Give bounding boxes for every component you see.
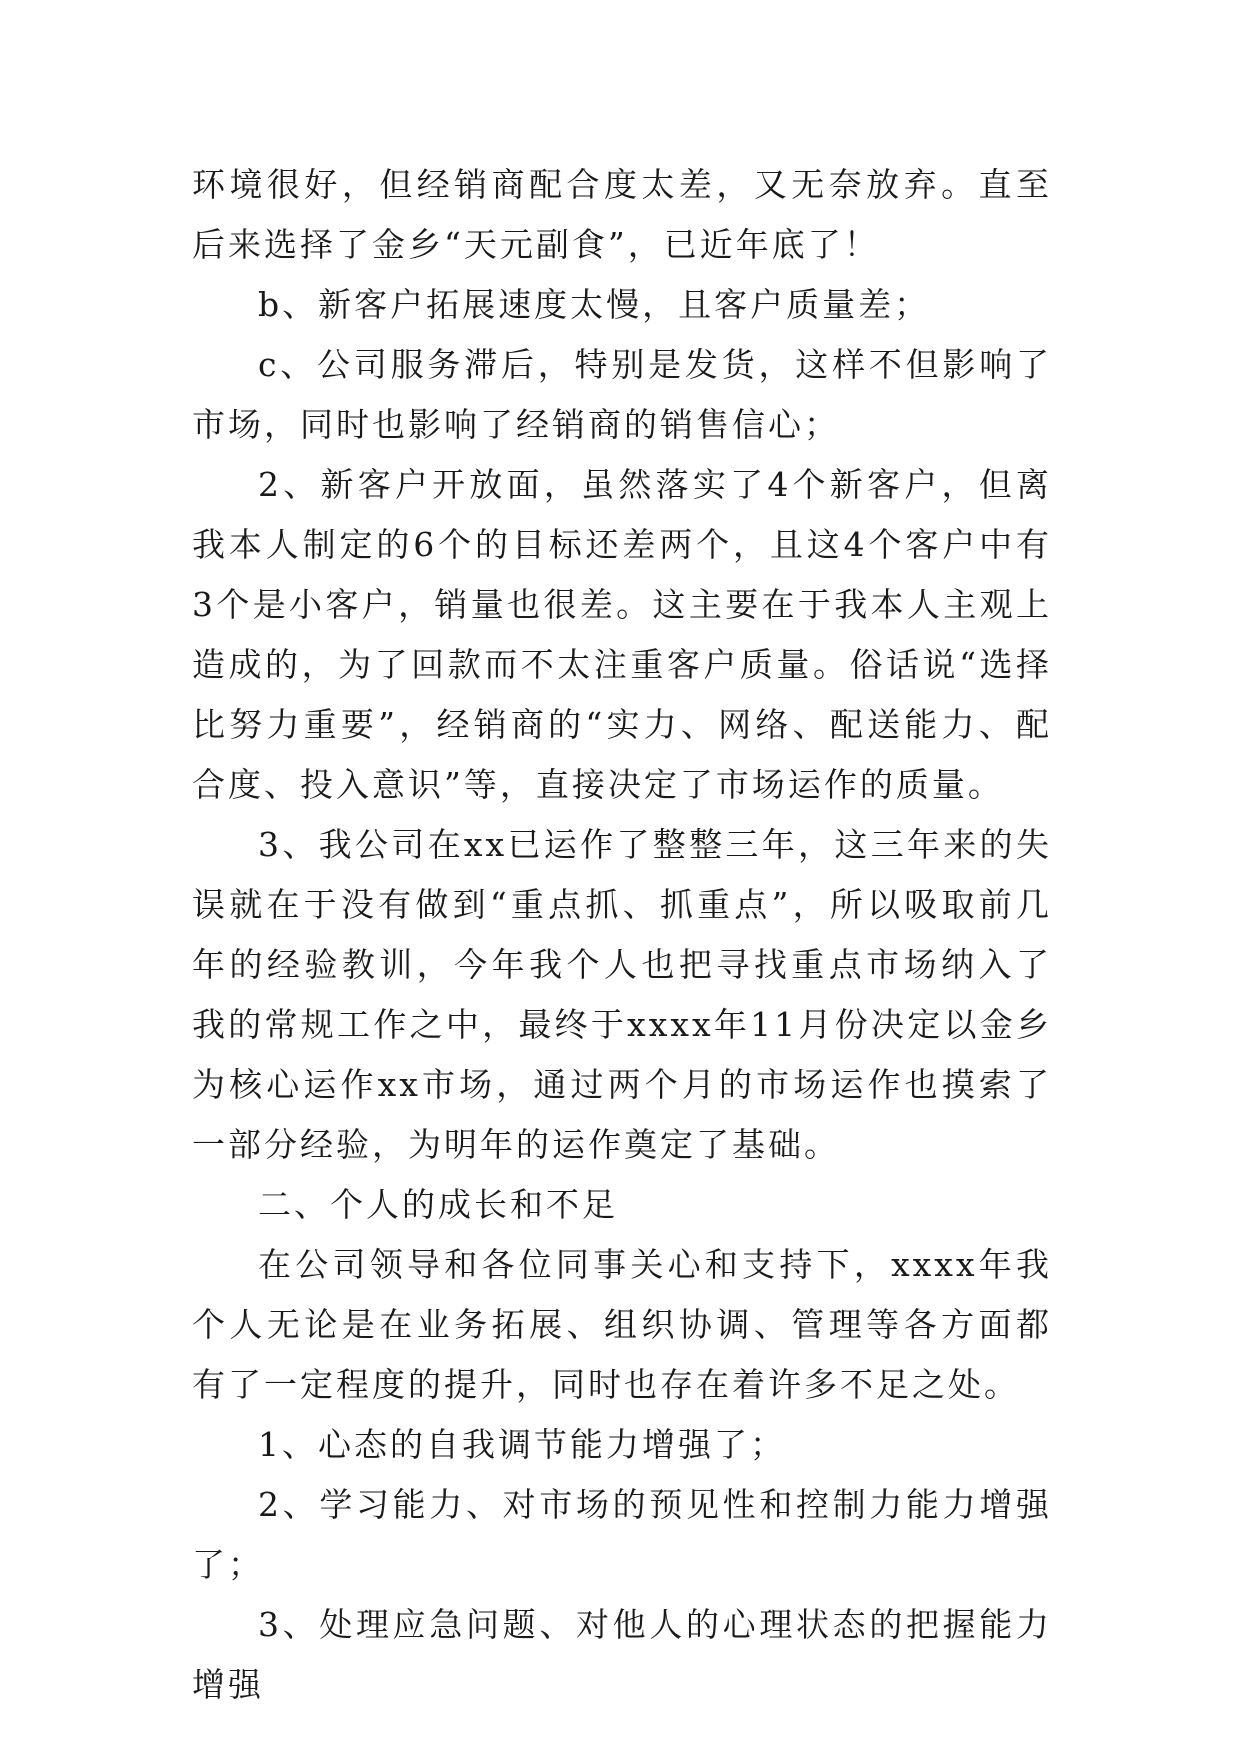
paragraph-continuation: 环境很好，但经销商配合度太差，又无奈放弃。直至后来选择了金乡“天元副食”，已近年底了！ <box>192 165 1052 264</box>
paragraph-growth-intro: 在公司领导和各位同事关心和支持下，xxxx年我个人无论是在业务拓展、组织协调、管理等各方面都有了一定程度的提升，同时也存在着许多不足之处。 <box>192 1245 1052 1404</box>
paragraph-point-b: b、新客户拓展速度太慢，且客户质量差； <box>258 285 931 324</box>
paragraph-point-c: c、公司服务滞后，特别是发货，这样不但影响了市场，同时也影响了经销商的销售信心； <box>192 345 1052 444</box>
list-item-1: 1、心态的自我调节能力增强了； <box>258 1425 786 1464</box>
section-heading-growth: 二、个人的成长和不足 <box>258 1185 618 1224</box>
document-body <box>192 155 1052 1715</box>
paragraph-point-3: 3、我公司在xx已运作了整整三年，这三年来的失误就在于没有做到“重点抓、抓重点”，所以吸取前几年的经验教训，今年我个人也把寻找重点市场纳入了我的常规工作之中，最终于xxxx年11月份决定以金乡为核心运作xx市场，通过两个月的市场运作也摸索了一部分经验，为明年的运作奠定了基础。 <box>192 825 1052 1164</box>
paragraph-point-2: 2、新客户开放面，虽然落实了4个新客户，但离我本人制定的6个的目标还差两个，且这4个客户中有3个是小客户，销量也很差。这主要在于我本人主观上造成的，为了回款而不太注重客户质量。俗话说“选择比努力重要”，经销商的“实力、网络、配送能力、配合度、投入意识”等，直接决定了市场运作的质量。 <box>192 465 1052 804</box>
list-item-3: 3、处理应急问题、对他人的心理状态的把握能力增强 <box>192 1605 1052 1704</box>
list-item-2: 2、学习能力、对市场的预见性和控制力能力增强了； <box>192 1485 1052 1584</box>
